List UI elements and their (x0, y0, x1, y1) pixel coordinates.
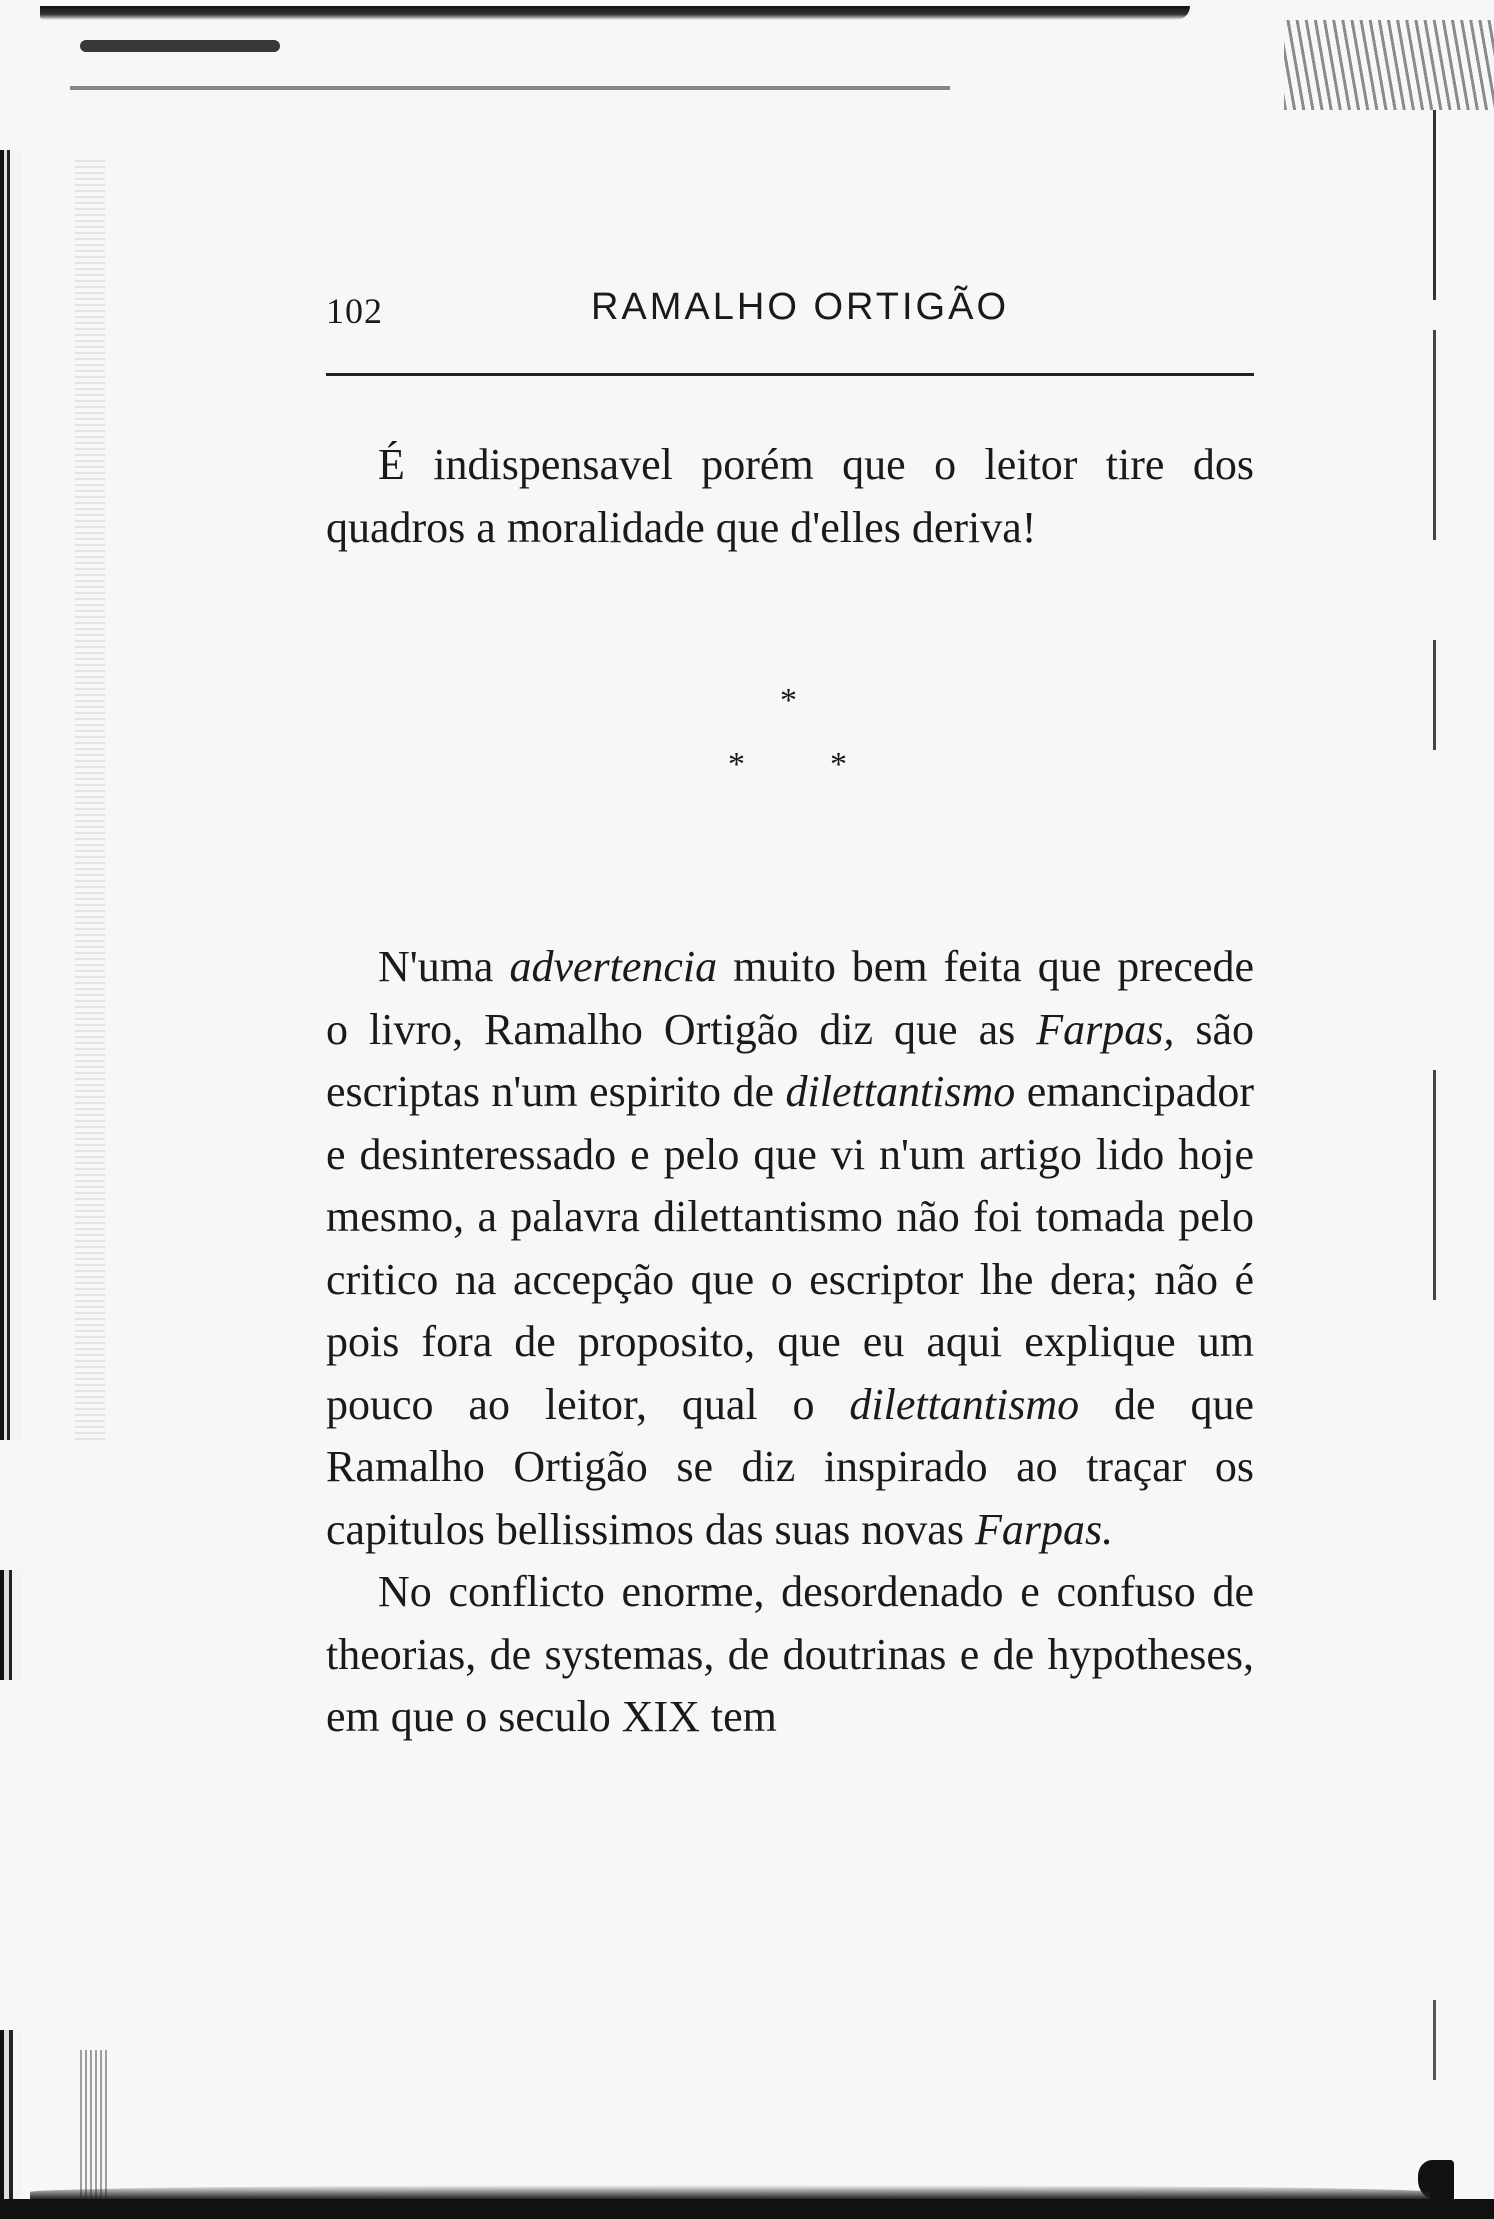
asterism-star: * (780, 682, 797, 719)
italic-term: dilettantismo (785, 1067, 1016, 1116)
scan-artifact-left-noise (75, 160, 105, 1440)
text-run: são escriptas n'um espirito de (326, 1004, 1254, 1116)
paragraph-2 (326, 936, 1254, 1749)
asterism-star: * (830, 746, 847, 783)
scan-artifact-right-edge (1433, 1070, 1436, 1300)
scan-artifact-right-edge (1433, 110, 1436, 300)
scan-artifact-right-edge (1433, 330, 1436, 540)
text-run: de que Ramalho Ortigão se diz inspirado ao traçar os capitulos bellissimos das suas novas (326, 1379, 1255, 1554)
scan-artifact-top-bar (40, 6, 1190, 20)
italic-term: advertencia (509, 942, 718, 991)
text-run: muito bem feita que precede o livro, Ramalho Ortigão diz que as (326, 942, 1254, 1054)
page-header (326, 282, 1254, 342)
asterism-star: * (728, 746, 745, 783)
scan-artifact-left-noise (80, 2050, 110, 2210)
scan-artifact-left-edge (0, 150, 22, 1440)
paragraph-text: É indispensavel porém que o leitor tire dos quadros a moralidade que d'elles deriva! (326, 440, 1254, 552)
scan-artifact-bottom-bar (0, 2199, 1494, 2219)
text-run: N'uma (378, 942, 510, 991)
scan-artifact-top-smudge (80, 40, 280, 52)
paragraph-1 (326, 434, 1254, 559)
italic-term: dilettantismo (849, 1379, 1080, 1429)
italic-term: Farpas, (1036, 1004, 1175, 1054)
header-rule (326, 373, 1254, 376)
running-head: RAMALHO ORTIGÃO (590, 286, 1010, 328)
page-number: 102 (326, 291, 383, 331)
scan-artifact-right-edge (1433, 2000, 1436, 2080)
italic-term: Farpas. (974, 1504, 1114, 1554)
scan-artifact-corner (1284, 20, 1494, 110)
scan-artifact-top-line (70, 86, 950, 90)
scan-artifact-bottom-shadow (30, 2185, 1430, 2199)
scan-artifact-right-edge (1433, 640, 1436, 750)
text-run: emancipador e desinteressado e pelo que vi n'um artigo lido hoje mesmo, a palavra dilettantismo não foi tomada pelo critico na accepção que o escriptor lhe dera; não é pois fora de proposito, que eu aqui explique um pouco ao leitor, qual o (326, 1067, 1254, 1429)
asterism (700, 682, 880, 782)
paragraph-text: No conflicto enorme, desordenado e confuso de theorias, de systemas, de doutrinas e de hypotheses, em que o seculo XIX tem (326, 1567, 1254, 1741)
paragraph-text (326, 936, 1254, 1561)
scan-artifact-left-edge (0, 1570, 22, 1680)
scan-artifact-left-edge (0, 2030, 22, 2219)
